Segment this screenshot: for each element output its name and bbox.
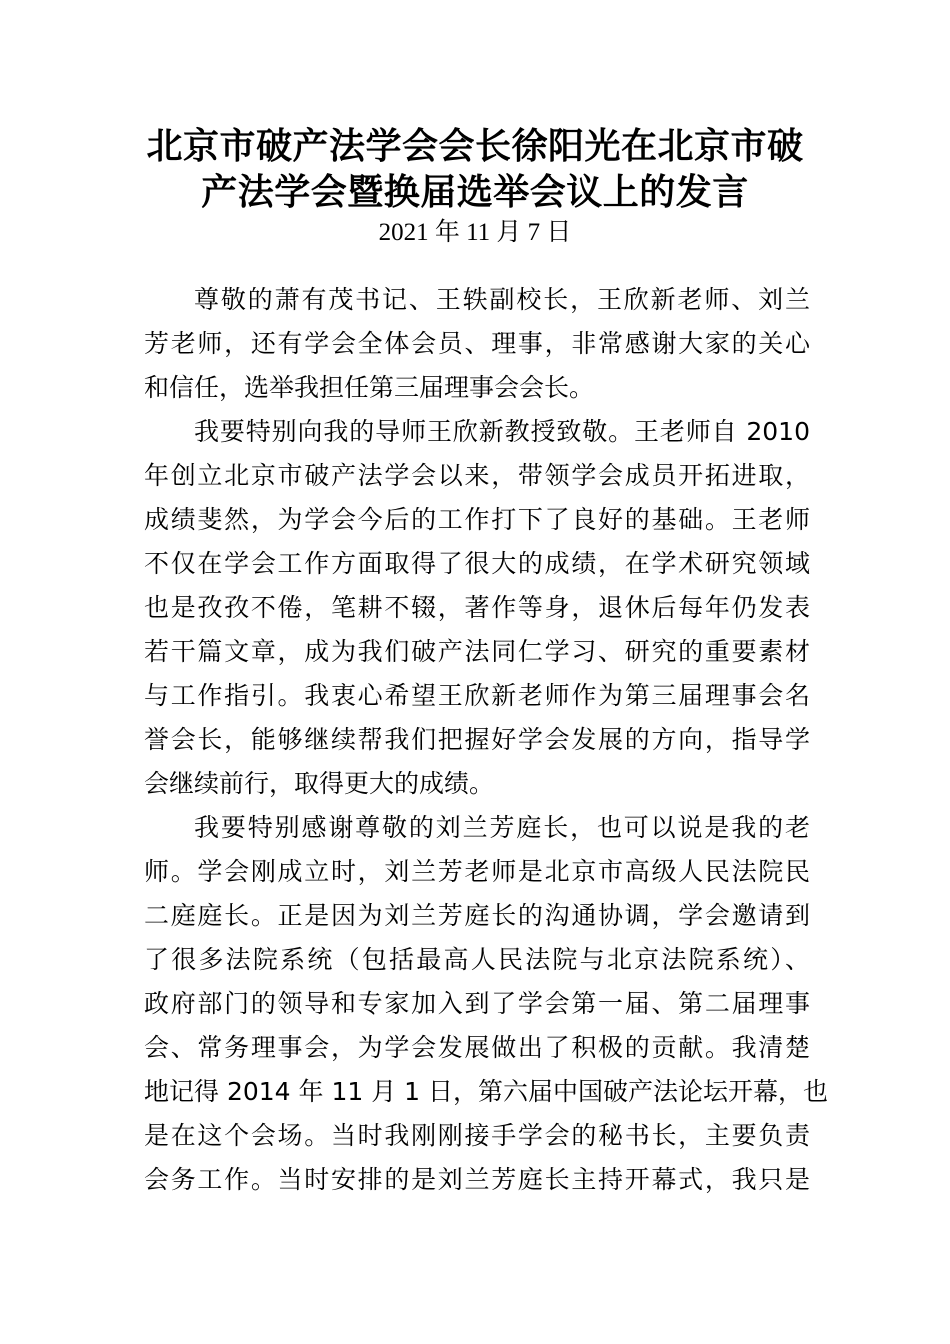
paragraph-3-line-1: 我要特别感谢尊敬的刘兰芳庭长，也可以说是我的老 (194, 813, 810, 842)
paragraph-2-line-6: 若干篇文章，成为我们破产法同仁学习、研究的重要素材 (144, 637, 810, 666)
document-date: 2021 年 11 月 7 日 (378, 219, 572, 246)
paragraph-3-line-3: 二庭庭长。正是因为刘兰芳庭长的沟通协调，学会邀请到 (144, 901, 810, 930)
paragraph-2-line-3: 成绩斐然，为学会今后的工作打下了良好的基础。王老师 (144, 505, 810, 534)
paragraph-3-line-9: 会务工作。当时安排的是刘兰芳庭长主持开幕式，我只是 (144, 1165, 810, 1194)
paragraph-2-line-2: 年创立北京市破产法学会以来，带领学会成员开拓进取， (144, 461, 810, 490)
paragraph-2-line-9: 会继续前行，取得更大的成绩。 (144, 769, 495, 798)
paragraph-1-line-2: 芳老师，还有学会全体会员、理事，非常感谢大家的关心 (144, 329, 810, 358)
paragraph-2-line-4: 不仅在学会工作方面取得了很大的成绩，在学术研究领域 (144, 549, 810, 578)
document-body (144, 278, 829, 1202)
document-title-line-1: 北京市破产法学会会长徐阳光在北京市破 (146, 126, 804, 167)
paragraph-2-line-1: 我要特别向我的导师王欣新教授致敬。王老师自 2010 (194, 417, 810, 446)
paragraph-3-line-6: 会、常务理事会，为学会发展做出了积极的贡献。我清楚 (144, 1033, 810, 1062)
paragraph-3-line-7: 地记得 2014 年 11 月 1 日，第六届中国破产法论坛开幕，也 (144, 1077, 829, 1106)
paragraph-3-line-2: 师。学会刚成立时，刘兰芳老师是北京市高级人民法院民 (144, 857, 810, 886)
paragraph-2-line-8: 誉会长，能够继续帮我们把握好学会发展的方向，指导学 (144, 725, 810, 754)
paragraph-1-line-1: 尊敬的萧有茂书记、王轶副校长，王欣新老师、刘兰 (194, 285, 810, 314)
document-title-line-2: 产法学会暨换届选举会议上的发言 (201, 172, 749, 213)
paragraph-3-line-5: 政府部门的领导和专家加入到了学会第一届、第二届理事 (144, 989, 810, 1018)
paragraph-2-line-7: 与工作指引。我衷心希望王欣新老师作为第三届理事会名 (144, 681, 810, 710)
paragraph-2-line-5: 也是孜孜不倦，笔耕不辍，著作等身，退休后每年仍发表 (144, 593, 810, 622)
paragraph-1-line-3: 和信任，选举我担任第三届理事会会长。 (144, 373, 595, 402)
paragraph-3-line-8: 是在这个会场。当时我刚刚接手学会的秘书长，主要负责 (144, 1121, 810, 1150)
paragraph-3-line-4: 了很多法院系统（包括最高人民法院与北京法院系统）、 (144, 945, 810, 974)
